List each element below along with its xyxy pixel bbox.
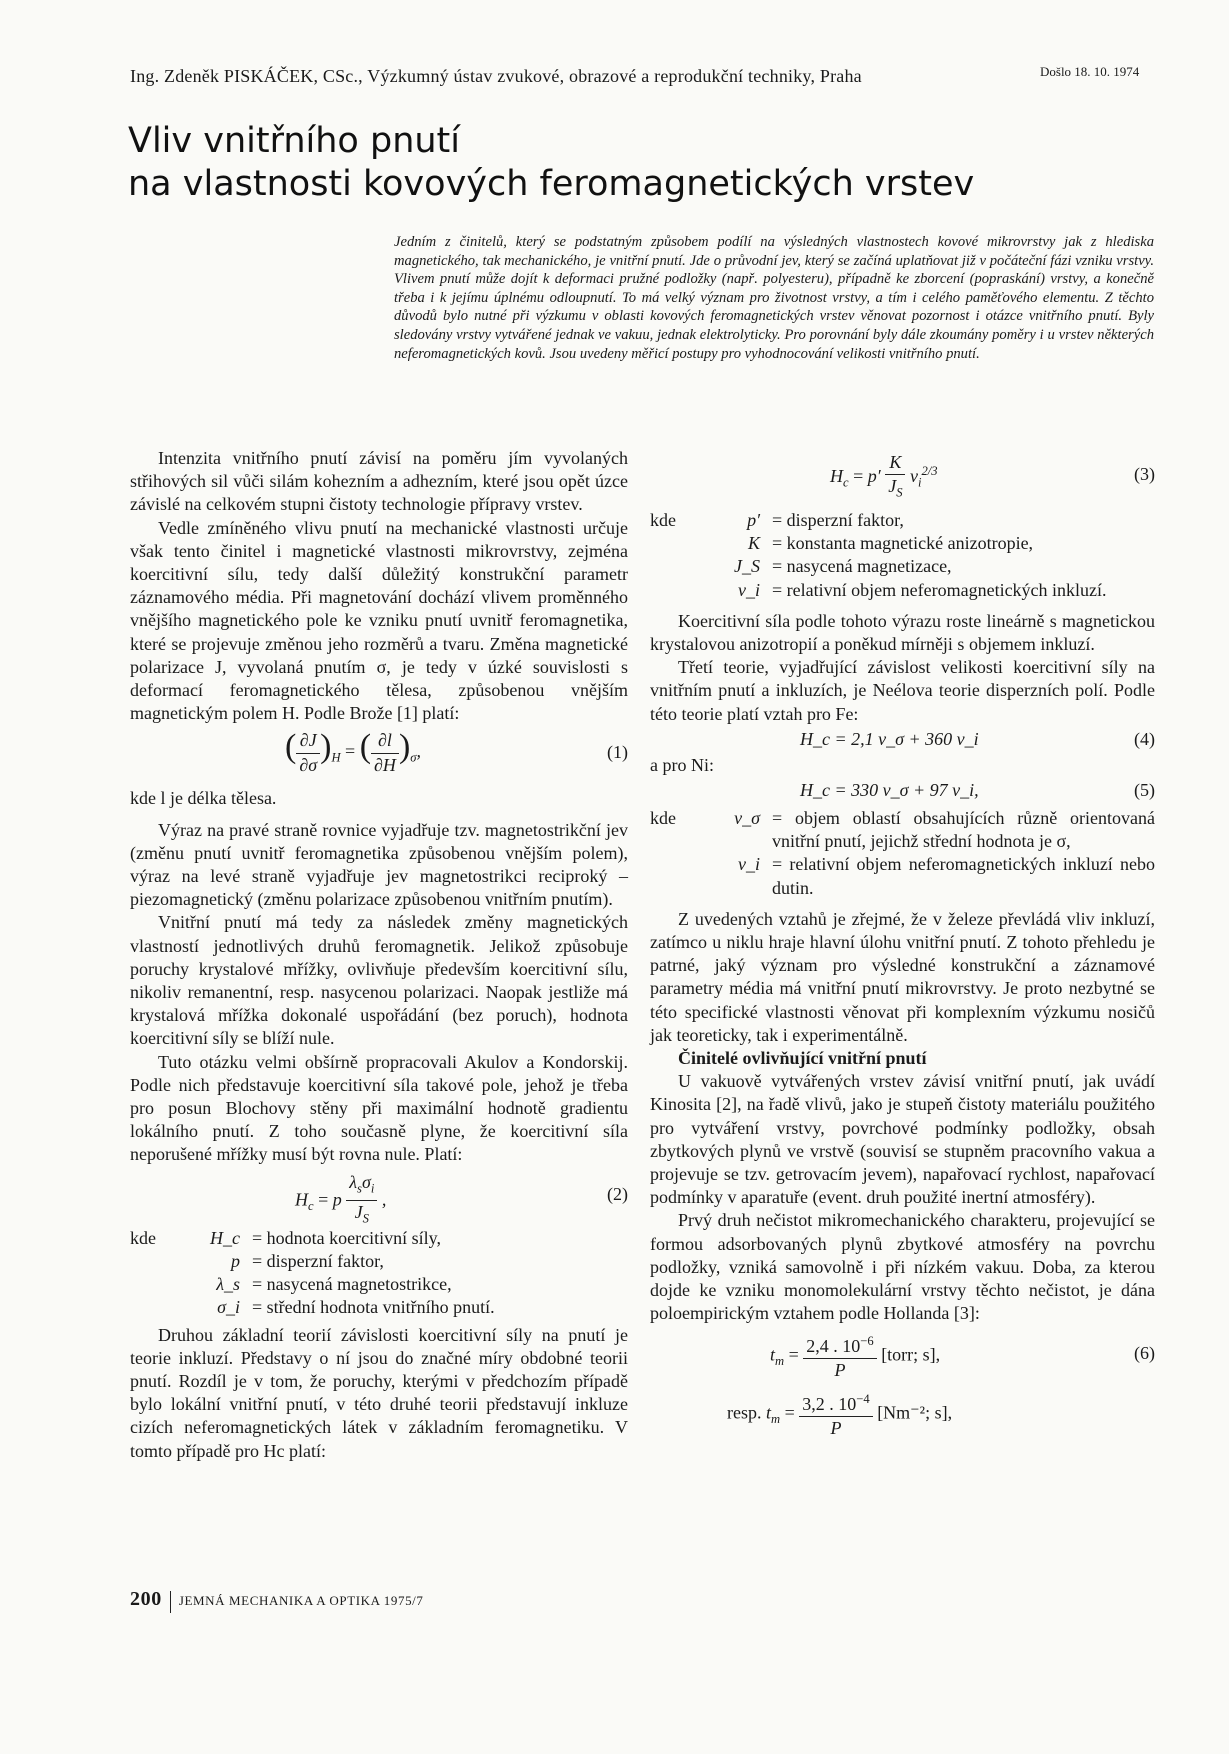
- paragraph: Prvý druh nečistot mikromechanického charakteru, projevující se formou adsorbovaných plynů zbytkové atmosféry na povrchu podložky, vzniká samovolně i při nízkém vakuu. Doba, za kterou dojde ke vzniku monomolekulární vrstvy těchto nečistot, je dána poloempirickým vztahem podle Hollanda [3]:: [650, 1210, 1155, 1324]
- page-number: 200: [130, 1588, 162, 1610]
- paragraph: Tuto otázku velmi obšírně propracovali Akulov a Kondorskij. Podle nich představuje koercitivní síla takové pole, jehož je třeba pro posun Blochovy stěny při maximální hodnotě gradientu lokálního pnutí. Z toho současně plyne, že koercitivní síla neporušené mřížky musí být rovna nule. Platí:: [130, 1051, 628, 1165]
- definition-row: λ_s = nasycená magnetostrikce,: [216, 1274, 452, 1295]
- paragraph: Výraz na pravé straně rovnice vyjadřuje tzv. magnetostrikční jev (změnu pnutí uvnitř feromagnetika způsobenou vnějším polem), výraz na levé straně vyjadřuje jev magnetostrikci reciproký – piezomagnetický (změnu polarizace způsobenou vnitřním pnutím).: [130, 819, 628, 910]
- equation-1: ( $\frac{\partial J}{\partial\sigma}$ )$_H$ = ( $\frac{\partial l}{\partial H}$ )$_\sigma$, (1): [285, 728, 628, 775]
- definition-row: J_S = nasycená magnetizace,: [734, 556, 952, 577]
- paragraph: Koercitivní síla podle tohoto výrazu roste lineárně s magnetickou krystalovou anizotropií a poněkud mírněji s objemem inkluzí.: [650, 610, 1155, 655]
- paragraph: Intenzita vnitřního pnutí závisí na poměru jím vyvolaných střihových sil vůči silám kohezním a adhezním, které jsou opět úzce závislé na celkovém stupni čistoty technologie přípravy vrstev.: [130, 448, 628, 515]
- abstract: Jedním z činitelů, který se podstatným způsobem podílí na výsledných vlastnostech kovové mikrovrstvy jak z hlediska magnetického, tak mechanického, je vnitřní pnutí. Jde o průvodní jev, který se začíná uplatňovat již v počáteční fázi vzniku vrstvy. Vlivem pnutí může dojít k deformaci pružné podložky (např. polyesteru), případně ke zborcení (popraskání) vrstvy, a konečně třeba i k jejímu úplnému odloupnutí. To má velký význam pro životnost vrstvy, a tím i celého paměťového elementu. Z těchto důvodů bylo nutné při výzkumu v oblasti kovových feromagnetických vrstev věnovat pozornost i otázce vnitřního pnutí. Byly sledovány vrstvy vytvářené jednak ve vakuu, jednak elektrolyticky. Pro porovnání byly dále zkoumány poměry i u vrstev některých neferomagnetických kovů. Jsou uvedeny měřicí postupy pro vyhodnocování velikosti vnitřního pnutí.: [394, 234, 1154, 362]
- equation-3: $H_c = p'$ $\frac{K}{J_S}$ $v_i^{2/3}$ (3): [830, 452, 1155, 500]
- paragraph: Třetí teorie, vyjadřující závislost velikosti koercitivní síly na vnitřním pnutí a inkluzích, je Neélova teorie disperzních polí. Podle této teorie platí vztah pro Fe:: [650, 657, 1155, 724]
- left-column: [130, 447, 628, 1463]
- paragraph: Vnitřní pnutí má tedy za následek změny magnetických vlastností jednotlivých druhů feromagnetik. Jelikož způsobuje poruchy krystalové mřížky, ovlivňuje především koercitivní sílu, nikoliv remanentní, resp. nasycenou polarizaci. Naopak jestliže má krystalová mřížka dokonalé uspořádání (bez poruch), hodnota koercitivní síly se blíží nule.: [130, 912, 628, 1049]
- equation-number: (3): [1134, 464, 1155, 484]
- right-column: [650, 447, 1155, 1442]
- section-heading: Činitelé ovlivňující vnitřní pnutí: [678, 1048, 927, 1069]
- definitions-list: [650, 509, 1155, 602]
- definition-row: kde H_c = hodnota koercitivní síly,: [130, 1227, 441, 1248]
- definition-row: kde v_σ = objem oblastí obsahujících různě orientovaná vnitřní pnutí, jejichž střední hodnota je σ,: [650, 808, 1155, 852]
- paragraph: U vakuově vytvářených vrstev závisí vnitřní pnutí, jak uvádí Kinosita [2], na řadě vlivů, jako je stupeň čistoty materiálu použitého pro vytváření vrstvy, povrchové podmínky podložky, obsah zbytkových plynů ve vrstvě (souvisí se stupněm pracovního vakua a projevuje se tzv. getrovacím jevem), napařovací rychlost, napařovací podmínky v aparatuře (event. druh použité inertní atmosféry).: [650, 1071, 1155, 1208]
- definition-row: v_i = relativní objem neferomagnetických inkluzí nebo dutin.: [738, 854, 1155, 898]
- equation-number: (6): [1134, 1342, 1155, 1363]
- equation-number: (2): [607, 1183, 628, 1204]
- definitions-list: [130, 1227, 628, 1320]
- paragraph: Druhou základní teorií závislosti koercitivní síly na pnutí je teorie inkluzí. Představy o ní jsou do značné míry obdobné teorii pnutí. Rozdíl je v tom, že poruchy, kterými v předchozím případě bylo lokální vnitřní pnutí, v této druhé teorii představují inkluze cizích neferomagnetických látek v základním feromagnetiku. V tomto případě pro Hc platí:: [130, 1324, 628, 1461]
- definition-row: K = konstanta magnetické anizotropie,: [747, 533, 1034, 554]
- equation-6: $t_m$ = $\frac{2,4 . 10^{-6}}{P}$ [torr; s], (6): [650, 1326, 1155, 1384]
- definition-row: v_i = relativní objem neferomagnetických inkluzí.: [738, 579, 1107, 600]
- divider: [170, 1591, 171, 1613]
- definition-row: kde p′ = disperzní faktor,: [650, 510, 904, 530]
- definitions-list: [650, 807, 1155, 900]
- paragraph: kde l je délka tělesa.: [130, 788, 277, 809]
- page-footer: [130, 1588, 423, 1613]
- equation-6b: resp. $t_m$ = $\frac{3,2 . 10^{-4}}{P}$ [Nm⁻²; s],: [650, 1384, 1155, 1442]
- author-byline: Ing. Zdeněk PISKÁČEK, CSc., Výzkumný ústav zvukové, obrazové a reprodukční techniky, Praha: [130, 66, 862, 86]
- equation-number: (5): [1134, 780, 1155, 801]
- title-line-2: na vlastnosti kovových feromagnetických vrstev: [128, 164, 975, 204]
- equation-number: (1): [607, 742, 628, 763]
- equation-number: (4): [1134, 728, 1155, 749]
- received-date: Došlo 18. 10. 1974: [1040, 64, 1140, 79]
- paragraph: Z uvedených vztahů je zřejmé, že v železe převládá vliv inkluzí, zatímco u niklu hraje hlavní úlohu vnitřní pnutí. Z tohoto přehledu je patrné, jaký význam pro výsledné konstrukční a záznamové parametry média má vnitřní pnutí mikrovrstvy. Je proto nezbytné se této specifické vlastnosti věnovat při komplexním výzkumu nosičů jak teoreticky, tak i experimentálně.: [650, 908, 1155, 1045]
- paragraph: a pro Ni:: [650, 754, 714, 775]
- title-line-1: Vliv vnitřního pnutí: [128, 121, 461, 161]
- journal-name: JEMNÁ MECHANIKA A OPTIKA 1975/7: [178, 1593, 424, 1608]
- equation-5: H_c = 330 v_σ + 97 v_i, (5): [650, 777, 1155, 805]
- definition-row: σ_i = střední hodnota vnitřního pnutí.: [217, 1297, 495, 1318]
- equation-2: $H_c = p$ $\frac{\lambda_s\sigma_i}{J_S}$ , (2): [295, 1171, 628, 1227]
- article-title: [128, 120, 974, 206]
- equation-4: H_c = 2,1 v_σ + 360 v_i (4): [650, 726, 1155, 754]
- definition-row: p = disperzní faktor,: [231, 1250, 384, 1271]
- paragraph: Vedle zmíněného vlivu pnutí na mechanické vlastnosti určuje však tento činitel i magnetické vlastnosti mikrovrstvy, zejména koercitivní sílu, tedy další důležitý konstrukční parametr záznamového média. Při magnetování dochází vlivem proměnného vnějšího magnetického pole ke vzniku pnutí uvnitř feromagnetika, které se projevuje změnou jeho rozměrů a tvaru. Změna magnetické polarizace J, vyvolaná pnutím σ, je tedy v úzké souvislosti s deformací feromagnetického tělesa, způsobenou vnějším magnetickým polem H. Podle Brože [1] platí:: [130, 517, 628, 724]
